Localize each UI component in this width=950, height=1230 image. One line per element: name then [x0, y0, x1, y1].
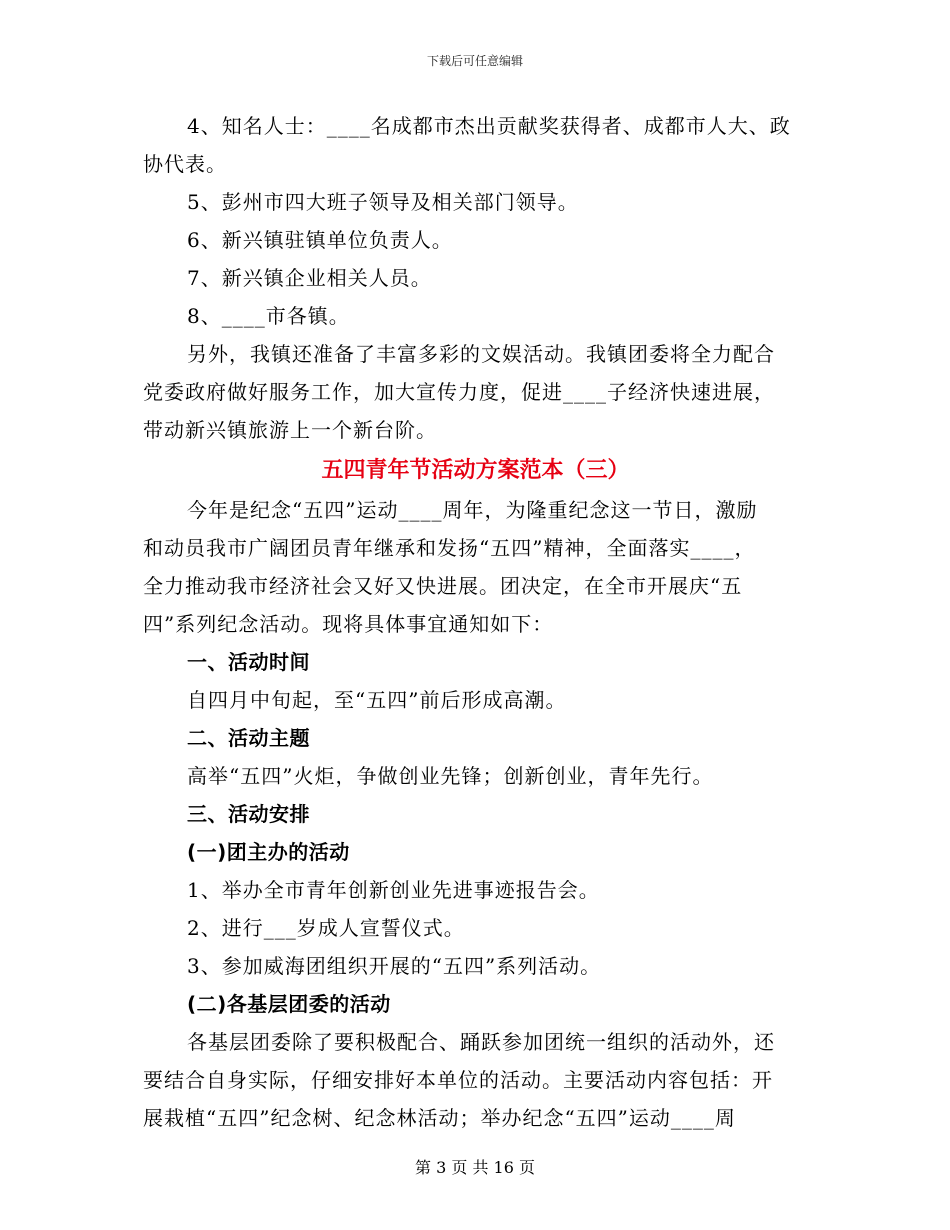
paragraph-line: 高举“五四”火炬，争做创业先锋；创新创业，青年先行。	[187, 764, 714, 788]
paragraph-line: 党委政府做好服务工作，加大宣传力度，促进____子经济快速进展，	[143, 380, 775, 404]
paragraph-line: 另外，我镇还准备了丰富多彩的文娱活动。我镇团委将全力配合	[187, 342, 775, 366]
heading-activity-arrangement: 三、活动安排	[187, 802, 310, 826]
paragraph-line: 各基层团委除了要积极配合、踊跃参加团统一组织的活动外，还	[187, 1030, 775, 1054]
subheading-organized-activities: (一)团主办的活动	[187, 840, 350, 864]
page-number-footer: 第 3 页 共 16 页	[415, 1158, 535, 1177]
list-item-continuation: 协代表。	[143, 152, 227, 176]
list-item: 8、____市各镇。	[187, 304, 350, 328]
paragraph-line: 要结合自身实际，仔细安排好本单位的活动。主要活动内容包括：开	[143, 1068, 773, 1092]
paragraph-line: 自四月中旬起，至“五四”前后形成高潮。	[187, 688, 567, 712]
paragraph-line: 全力推动我市经济社会又好又快进展。团决定，在全市开展庆“五	[143, 574, 743, 598]
document-body	[143, 107, 808, 1137]
section-title: 五四青年节活动方案范本（三）	[321, 458, 630, 483]
list-item: 2、进行___岁成人宣誓仪式。	[187, 916, 465, 940]
paragraph-line: 带动新兴镇旅游上一个新台阶。	[143, 418, 437, 442]
list-item: 1、举办全市青年创新创业先进事迹报告会。	[187, 878, 600, 902]
heading-activity-time: 一、活动时间	[187, 650, 310, 674]
list-item: 4、知名人士：____名成都市杰出贡献奖获得者、成都市人大、政	[187, 114, 791, 138]
list-item: 6、新兴镇驻镇单位负责人。	[187, 228, 453, 252]
list-item: 5、彭州市四大班子领导及相关部门领导。	[187, 190, 579, 214]
paragraph-line: 展栽植“五四”纪念树、纪念林活动；举办纪念“五四”运动____周	[143, 1106, 736, 1130]
heading-activity-theme: 二、活动主题	[187, 726, 310, 750]
paragraph-line: 和动员我市广阔团员青年继承和发扬“五四”精神，全面落实____，	[143, 536, 756, 560]
list-item: 3、参加威海团组织开展的“五四”系列活动。	[187, 954, 602, 978]
list-item: 7、新兴镇企业相关人员。	[187, 266, 432, 290]
paragraph-line: 今年是纪念“五四”运动____周年，为隆重纪念这一节日，激励	[187, 498, 758, 522]
paragraph-line: 四”系列纪念活动。现将具体事宜通知如下：	[143, 612, 554, 636]
subheading-grassroots-activities: (二)各基层团委的活动	[187, 992, 391, 1016]
page-header-note: 下载后可任意编辑	[426, 54, 523, 68]
